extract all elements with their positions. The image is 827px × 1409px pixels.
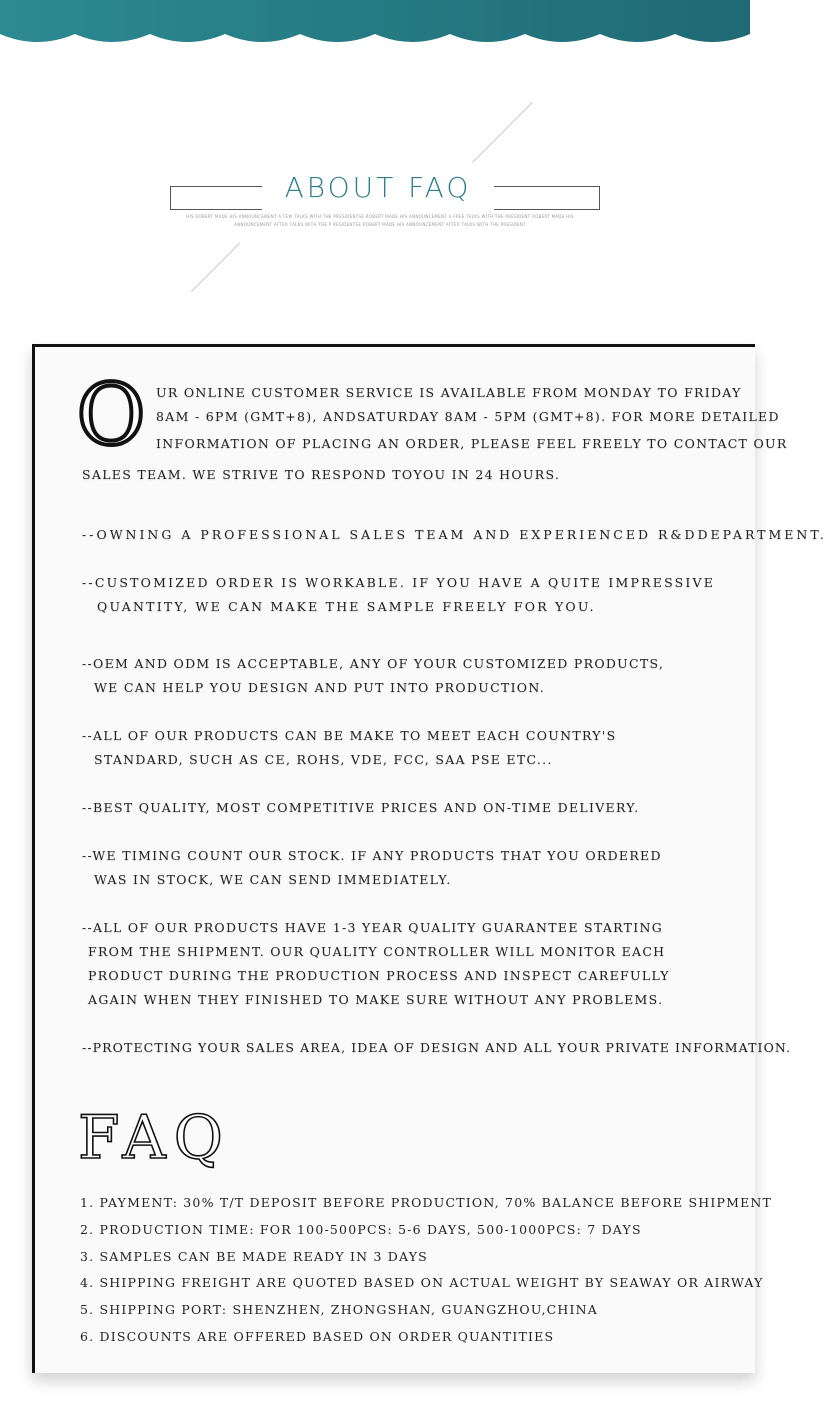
intro-line-1: UR ONLINE CUSTOMER SERVICE IS AVAILABLE FROM MONDAY TO FRIDAY bbox=[156, 385, 742, 400]
decorative-diagonal-top bbox=[472, 102, 533, 163]
intro-line-2: 8AM - 6PM (GMT+8), ANDSATURDAY 8AM - 5PM (GMT+8). FOR MORE DETAILED bbox=[156, 409, 780, 424]
decorative-diagonal-bottom bbox=[191, 243, 240, 292]
point-3-line-2: WE CAN HELP YOU DESIGN AND PUT INTO PRODUCTION. bbox=[94, 680, 546, 695]
point-4-line-1: --ALL OF OUR PRODUCTS CAN BE MAKE TO MEET EACH COUNTRY'S bbox=[82, 728, 617, 743]
faq-item-1: 1. PAYMENT: 30% T/T DEPOSIT BEFORE PRODUCTION, 70% BALANCE BEFORE SHIPMENT bbox=[80, 1195, 773, 1210]
faq-item-2: 2. PRODUCTION TIME: FOR 100-500PCS: 5-6 DAYS, 500-1000PCS: 7 DAYS bbox=[80, 1222, 642, 1237]
point-6-line-2: WAS IN STOCK, WE CAN SEND IMMEDIATELY. bbox=[94, 872, 452, 887]
point-1: --OWNING A PROFESSIONAL SALES TEAM AND EXPERIENCED R&DDEPARTMENT. bbox=[82, 527, 827, 542]
point-6-line-1: --WE TIMING COUNT OUR STOCK. IF ANY PRODUCTS THAT YOU ORDERED bbox=[82, 848, 662, 863]
point-3-line-1: --OEM AND ODM IS ACCEPTABLE, ANY OF YOUR CUSTOMIZED PRODUCTS, bbox=[82, 656, 665, 671]
point-2-line-2: QUANTITY, WE CAN MAKE THE SAMPLE FREELY FOR YOU. bbox=[97, 599, 596, 614]
point-7-line-2: FROM THE SHIPMENT. OUR QUALITY CONTROLLER WILL MONITOR EACH bbox=[88, 944, 666, 959]
scalloped-banner bbox=[0, 0, 750, 60]
point-7-line-1: --ALL OF OUR PRODUCTS HAVE 1-3 YEAR QUALITY GUARANTEE STARTING bbox=[82, 920, 664, 935]
point-8: --PROTECTING YOUR SALES AREA, IDEA OF DESIGN AND ALL YOUR PRIVATE INFORMATION. bbox=[82, 1040, 792, 1055]
intro-line-3: INFORMATION OF PLACING AN ORDER, PLEASE FEEL FREELY TO CONTACT OUR bbox=[156, 436, 788, 451]
point-7-line-3: PRODUCT DURING THE PRODUCTION PROCESS AND INSPECT CAREFULLY bbox=[88, 968, 670, 983]
faq-item-5: 5. SHIPPING PORT: SHENZHEN, ZHONGSHAN, GUANGZHOU,CHINA bbox=[80, 1302, 598, 1317]
faq-item-6: 6. DISCOUNTS ARE OFFERED BASED ON ORDER QUANTITIES bbox=[80, 1329, 555, 1344]
intro-line-4: SALES TEAM. WE STRIVE TO RESPOND TOYOU IN 24 HOURS. bbox=[82, 467, 561, 482]
point-2-line-1: --CUSTOMIZED ORDER IS WORKABLE. IF YOU HAVE A QUITE IMPRESSIVE bbox=[82, 575, 716, 590]
faq-item-3: 3. SAMPLES CAN BE MADE READY IN 3 DAYS bbox=[80, 1249, 428, 1264]
point-7-line-4: AGAIN WHEN THEY FINISHED TO MAKE SURE WITHOUT ANY PROBLEMS. bbox=[88, 992, 664, 1007]
page-title: ABOUT FAQ bbox=[284, 171, 472, 204]
drop-cap: O bbox=[76, 366, 146, 464]
subtitle-line-1: HIS ROBERT MADE HIS ANNOUNCEMENT A FEW TALKS WITH THE PRESIDENTSE ROBERT MADE HIS ANNOUNCEMENT A FREE TALKS WITH THE PRESIDENT ROBERT MADE HIS bbox=[186, 214, 574, 219]
faq-item-4: 4. SHIPPING FREIGHT ARE QUOTED BASED ON ACTUAL WEIGHT BY SEAWAY OR AIRWAY bbox=[80, 1275, 764, 1290]
point-5: --BEST QUALITY, MOST COMPETITIVE PRICES AND ON-TIME DELIVERY. bbox=[82, 800, 640, 815]
faq-title: FAQ bbox=[78, 1103, 231, 1173]
subtitle-line-2: ANNOUNCEMENT AFTER TALKS WITH THE P RESIDENTSE ROBERT MADE HIS ANNOUNCEMENT AFTER TALKS WITH THE PRESIDENT bbox=[234, 222, 526, 227]
point-4-line-2: STANDARD, SUCH AS CE, ROHS, VDE, FCC, SAA PSE ETC... bbox=[94, 752, 553, 767]
